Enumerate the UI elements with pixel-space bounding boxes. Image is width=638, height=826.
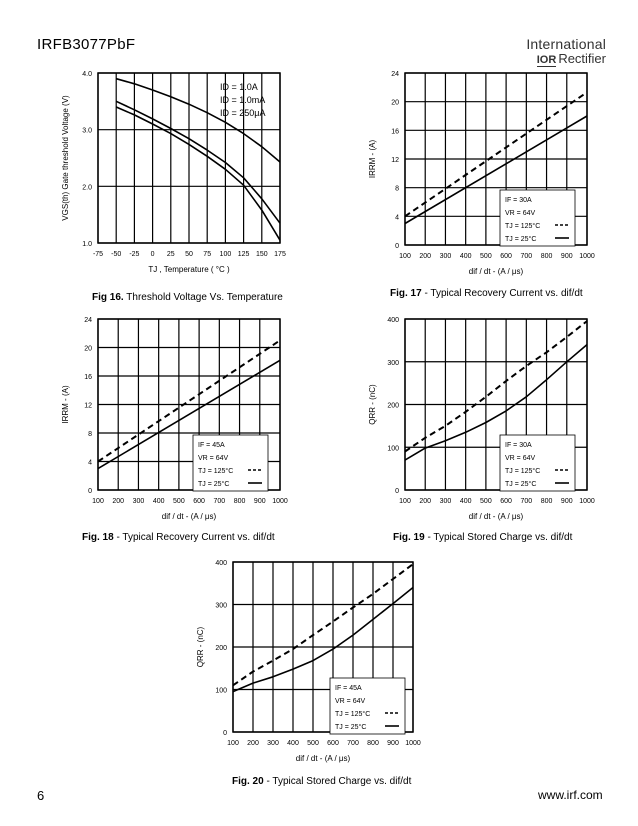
fig17-legend-entry-0: IF = 30A — [505, 197, 532, 204]
fig18-ytick-label-3: 12 — [84, 402, 92, 410]
fig17-xtick-label-4: 500 — [480, 253, 492, 260]
fig20-legend-entry-3: TJ = 25°C — [335, 724, 367, 731]
fig16-xtick-label-1: -50 — [111, 251, 122, 258]
fig20-ylabel: QRR - (nC) — [196, 626, 205, 668]
fig19-ylabel: QRR - (nC) — [368, 384, 377, 425]
fig19-ytick-label-2: 200 — [387, 402, 399, 410]
fig18-legend-entry-0: IF = 45A — [198, 442, 225, 449]
fig18-xtick-label-3: 400 — [152, 498, 165, 505]
fig16-caption-label: Fig 16. — [92, 292, 124, 303]
fig20-caption-label: Fig. 20 — [232, 776, 264, 787]
fig16-caption — [92, 292, 283, 303]
fig17-xtick-label-7: 800 — [540, 253, 553, 260]
fig19-xtick-label-9: 1000 — [579, 498, 595, 505]
fig19-series-line-0 — [405, 321, 587, 451]
fig20-ytick-label-4: 400 — [215, 560, 227, 567]
fig19-legend-entry-2: TJ = 125°C — [505, 468, 541, 475]
fig19-legend-entry-3: TJ = 25°C — [505, 481, 537, 488]
fig19-xtick-label-0: 100 — [399, 498, 411, 505]
fig18-xlabel: dif / dt - (A / μs) — [161, 512, 217, 521]
fig16-xtick-label-9: 150 — [255, 251, 268, 258]
fig19-xtick-label-7: 800 — [540, 498, 553, 505]
fig18-xtick-label-9: 1000 — [272, 498, 288, 505]
fig19-legend-entry-0: IF = 30A — [505, 442, 532, 449]
fig17-ytick-label-1: 4 — [395, 214, 399, 222]
fig19-xtick-label-5: 600 — [500, 498, 512, 505]
fig16-xtick-label-0: -75 — [92, 251, 104, 258]
fig17-caption-text: - Typical Recovery Current vs. dif/dt — [424, 288, 583, 299]
fig18-ytick-label-4: 16 — [84, 374, 92, 381]
fig16-xtick-label-10: 175 — [274, 251, 286, 258]
fig16-legend-entry-0: ID = 1.0A — [220, 82, 258, 92]
fig20-ytick-label-2: 200 — [215, 645, 227, 652]
page-number: 6 — [37, 788, 45, 803]
fig18-ytick-label-5: 20 — [84, 345, 92, 353]
fig19-legend-entry-1: VR = 64V — [505, 455, 536, 462]
fig18-xtick-label-7: 800 — [233, 498, 246, 505]
fig19-ytick-label-1: 100 — [387, 445, 399, 453]
fig16-xtick-label-2: -25 — [129, 251, 140, 258]
fig18-ylabel: IRRM - (A) — [61, 385, 70, 424]
fig19-ytick-label-0: 0 — [395, 488, 399, 495]
fig17-ytick-label-4: 16 — [391, 128, 399, 136]
fig20-series-line-1 — [233, 588, 413, 692]
fig16-xtick-label-3: 0 — [150, 251, 155, 258]
fig18-legend-entry-2: TJ = 125°C — [198, 468, 234, 475]
fig18-ytick-label-1: 4 — [88, 459, 92, 467]
fig17-xtick-label-0: 100 — [399, 253, 411, 260]
fig19-ytick-label-3: 300 — [387, 359, 399, 367]
fig17-xlabel: dif / dt - (A / μs) — [468, 267, 524, 276]
fig19-xtick-label-6: 700 — [520, 498, 533, 505]
fig19-xlabel: dif / dt - (A / μs) — [468, 512, 524, 521]
fig19-xtick-label-3: 400 — [459, 498, 472, 505]
fig17-xtick-label-3: 400 — [459, 253, 472, 260]
fig19-caption-label: Fig. 19 — [393, 532, 425, 543]
fig18-legend-entry-1: VR = 64V — [198, 455, 229, 462]
fig17-xtick-label-5: 600 — [500, 253, 512, 260]
fig17-xtick-label-2: 300 — [439, 253, 452, 260]
fig20-xtick-label-7: 800 — [367, 740, 379, 747]
fig16-xtick-label-5: 50 — [185, 251, 193, 258]
fig16-series-line-2 — [116, 107, 280, 240]
fig20-series-line-0 — [233, 564, 413, 685]
fig18-ytick-label-0: 0 — [88, 488, 92, 495]
fig16-xtick-label-7: 100 — [219, 251, 232, 258]
logo-rectifier: Rectifier — [558, 51, 606, 66]
fig17-ytick-label-2: 8 — [395, 185, 399, 193]
fig20-xtick-label-6: 700 — [347, 740, 359, 747]
fig18-xtick-label-8: 900 — [253, 498, 266, 505]
fig17-legend-entry-2: TJ = 125°C — [505, 223, 541, 230]
fig18-caption — [82, 532, 275, 543]
fig16-caption-text: Threshold Voltage Vs. Temperature — [126, 292, 283, 303]
fig20-ytick-label-3: 300 — [215, 602, 227, 610]
fig17-ytick-label-3: 12 — [391, 157, 399, 164]
fig18-xtick-label-1: 200 — [112, 498, 125, 505]
fig19-ytick-label-4: 400 — [387, 317, 399, 324]
fig18-caption-label: Fig. 18 — [82, 532, 114, 543]
fig19-xtick-label-8: 900 — [560, 498, 573, 505]
fig16-ytick-label-1: 2.0 — [82, 184, 92, 192]
fig16-series-line-1 — [116, 101, 280, 223]
fig19-xtick-label-4: 500 — [480, 498, 492, 505]
fig20-xtick-label-4: 500 — [307, 740, 319, 747]
fig16-xtick-label-8: 125 — [237, 251, 250, 258]
fig17-xtick-label-9: 1000 — [579, 253, 595, 260]
fig16-legend-entry-1: ID = 1.0mA — [220, 95, 266, 105]
fig18-xtick-label-2: 300 — [132, 498, 145, 505]
fig16-ylabel: VGS(th) Gate threshold Voltage (V) — [61, 95, 70, 221]
fig20-ytick-label-0: 0 — [223, 730, 227, 737]
fig17-caption — [390, 288, 583, 299]
fig18-legend-entry-3: TJ = 25°C — [198, 481, 230, 488]
part-number: IRFB3077PbF — [37, 36, 136, 53]
fig20-xtick-label-5: 600 — [327, 740, 339, 747]
fig20-xtick-label-0: 100 — [227, 740, 239, 747]
fig16-ytick-label-3: 4.0 — [82, 71, 92, 78]
fig17-caption-label: Fig. 17 — [390, 288, 422, 299]
fig17-xtick-label-1: 200 — [419, 253, 432, 260]
fig16-legend-entry-2: ID = 250μA — [220, 108, 266, 118]
fig20-xtick-label-2: 300 — [267, 740, 279, 747]
fig20-legend-entry-2: TJ = 125°C — [335, 711, 371, 718]
fig16-xlabel: TJ , Temperature ( °C ) — [148, 265, 230, 274]
fig19-xtick-label-2: 300 — [439, 498, 452, 505]
fig18-xtick-label-4: 500 — [173, 498, 185, 505]
fig19-caption — [393, 532, 572, 543]
fig17-legend-entry-3: TJ = 25°C — [505, 236, 537, 243]
fig16-ytick-label-0: 1.0 — [82, 241, 92, 248]
fig17-xtick-label-8: 900 — [560, 253, 573, 260]
fig16-ytick-label-2: 3.0 — [82, 127, 92, 135]
website-link: www.irf.com — [538, 788, 603, 802]
fig17-ytick-label-5: 20 — [391, 99, 399, 107]
fig18-xtick-label-5: 600 — [193, 498, 205, 505]
fig18-caption-text: - Typical Recovery Current vs. dif/dt — [116, 532, 275, 543]
fig17-ylabel: IRRM - (A) — [368, 139, 377, 179]
fig20-legend-entry-0: IF = 45A — [335, 685, 362, 692]
logo-line1: International — [526, 36, 606, 52]
fig17-ytick-label-0: 0 — [395, 243, 399, 250]
fig19-xtick-label-1: 200 — [419, 498, 432, 505]
fig20-caption-text: - Typical Stored Charge vs. dif/dt — [266, 776, 412, 787]
fig20-legend-entry-1: VR = 64V — [335, 698, 366, 705]
fig17-ytick-label-6: 24 — [391, 71, 399, 78]
fig20-ytick-label-1: 100 — [215, 687, 227, 695]
fig18-ytick-label-2: 8 — [88, 431, 92, 438]
fig16-xtick-label-6: 75 — [203, 251, 212, 258]
fig20-xtick-label-8: 900 — [387, 740, 399, 747]
fig20-xlabel: dif / dt - (A / μs) — [295, 754, 351, 763]
fig17-xtick-label-6: 700 — [520, 253, 533, 260]
fig20-caption — [232, 776, 411, 787]
fig17-legend-entry-1: VR = 64V — [505, 210, 536, 217]
fig18-ytick-label-6: 24 — [84, 317, 92, 324]
fig18-xtick-label-6: 700 — [213, 498, 226, 505]
fig16-xtick-label-4: 25 — [166, 251, 175, 258]
fig19-caption-text: - Typical Stored Charge vs. dif/dt — [427, 532, 573, 543]
fig18-xtick-label-0: 100 — [92, 498, 104, 505]
logo-mark: IOR — [536, 54, 557, 66]
fig20-xtick-label-1: 200 — [247, 740, 259, 747]
fig20-xtick-label-9: 1000 — [405, 740, 421, 747]
fig20-xtick-label-3: 400 — [287, 740, 299, 747]
